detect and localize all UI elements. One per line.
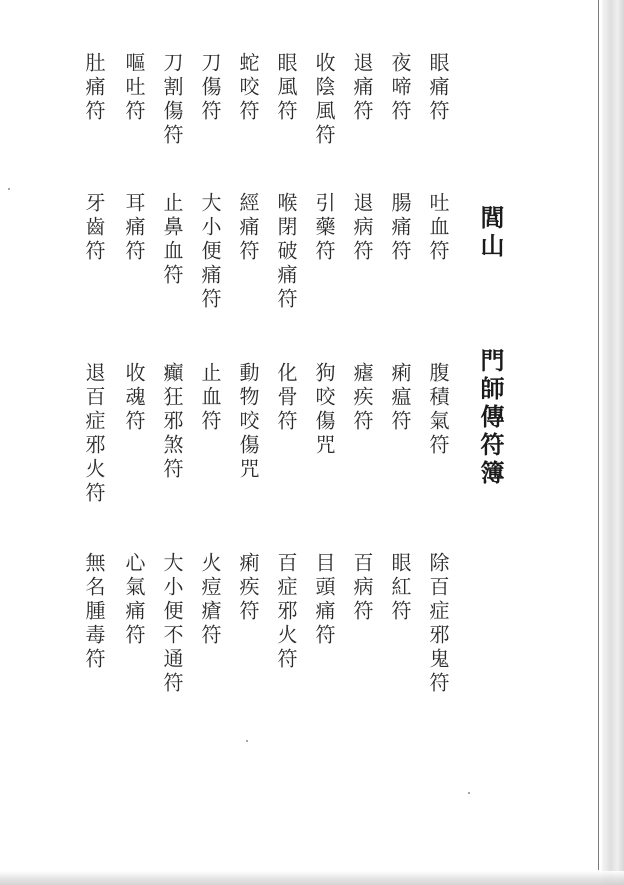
scan-edge-right xyxy=(602,0,624,885)
talisman-entry: 收陰風符 xyxy=(312,52,336,148)
talisman-entry: 百症邪火符 xyxy=(274,552,298,672)
talisman-entry: 經痛符 xyxy=(236,192,260,264)
talisman-entry: 喉閉破痛符 xyxy=(274,192,298,312)
talisman-entry: 眼紅符 xyxy=(388,552,412,624)
talisman-entry: 大小便痛符 xyxy=(198,192,222,312)
scan-speck xyxy=(468,792,470,794)
binding-line xyxy=(598,0,599,870)
title-part-1: 閭山 xyxy=(476,205,505,261)
talisman-entry: 百病符 xyxy=(350,552,374,624)
talisman-entry: 腸痛符 xyxy=(388,192,412,264)
talisman-entry: 痢瘟符 xyxy=(388,362,412,434)
talisman-entry: 狗咬傷咒 xyxy=(312,362,336,458)
title-part-2: 門師傳符簿 xyxy=(476,348,505,488)
talisman-entry: 嘔吐符 xyxy=(122,52,146,124)
talisman-entry: 大小便不通符 xyxy=(160,552,184,696)
talisman-entry: 退病符 xyxy=(350,192,374,264)
talisman-entry: 目頭痛符 xyxy=(312,552,336,648)
talisman-entry: 夜啼符 xyxy=(388,52,412,124)
talisman-entry: 動物咬傷咒 xyxy=(236,362,260,482)
scan-speck xyxy=(8,188,10,190)
talisman-entry: 無名腫毒符 xyxy=(82,552,106,672)
talisman-entry: 止血符 xyxy=(198,362,222,434)
talisman-entry: 引藥符 xyxy=(312,192,336,264)
scan-edge-bottom xyxy=(0,871,624,885)
talisman-entry: 退痛符 xyxy=(350,52,374,124)
talisman-entry: 眼風符 xyxy=(274,52,298,124)
talisman-entry: 痢疾符 xyxy=(236,552,260,624)
talisman-entry: 除百症邪鬼符 xyxy=(426,552,450,696)
talisman-entry: 刀傷符 xyxy=(198,52,222,124)
scan-speck xyxy=(246,740,248,742)
talisman-entry: 心氣痛符 xyxy=(122,552,146,648)
talisman-entry: 退百症邪火符 xyxy=(82,362,106,506)
talisman-entry: 癲狂邪煞符 xyxy=(160,362,184,482)
talisman-entry: 刀割傷符 xyxy=(160,52,184,148)
talisman-entry: 牙齒符 xyxy=(82,192,106,264)
talisman-entry: 火痘瘡符 xyxy=(198,552,222,648)
talisman-entry: 腹積氣符 xyxy=(426,362,450,458)
talisman-entry: 吐血符 xyxy=(426,192,450,264)
talisman-entry: 耳痛符 xyxy=(122,192,146,264)
talisman-entry: 化骨符 xyxy=(274,362,298,434)
talisman-entry: 眼痛符 xyxy=(426,52,450,124)
page-title xyxy=(476,205,505,488)
talisman-entry: 止鼻血符 xyxy=(160,192,184,288)
talisman-entry: 肚痛符 xyxy=(82,52,106,124)
talisman-entry: 收魂符 xyxy=(122,362,146,434)
talisman-entry: 瘧疾符 xyxy=(350,362,374,434)
talisman-entry: 蛇咬符 xyxy=(236,52,260,124)
